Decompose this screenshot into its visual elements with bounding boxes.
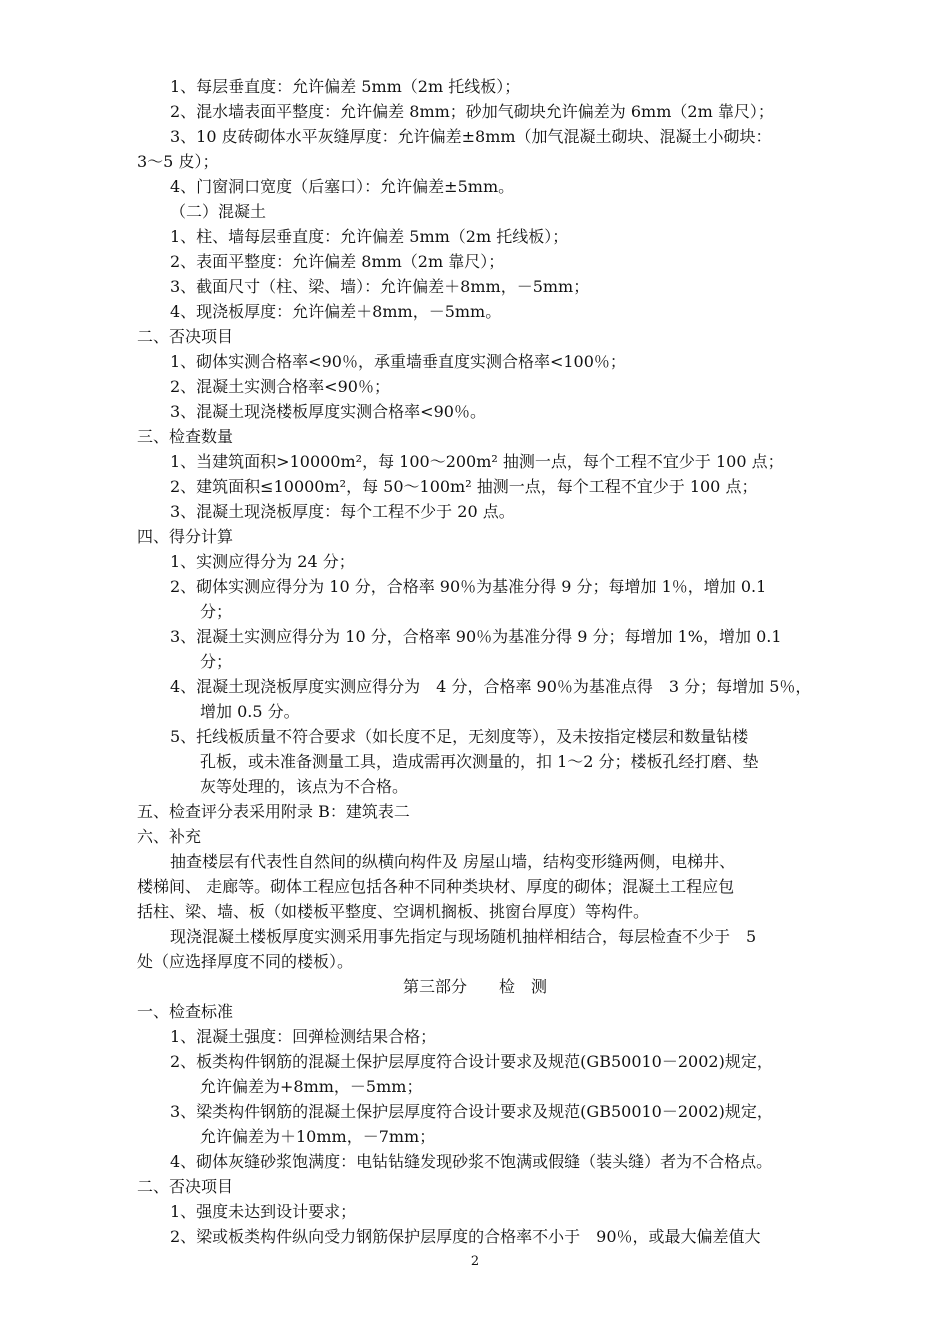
text-line: 处（应选择厚度不同的楼板）。	[137, 952, 354, 971]
text-line: 2、混凝土实测合格率<90％；	[170, 377, 390, 396]
section-heading: 六、补充	[137, 827, 202, 846]
text-line: 1、当建筑面积>10000m²，每 100～200m² 抽测一点，每个工程不宜少于 100 点；	[170, 452, 784, 471]
text-line: 括柱、梁、墙、板（如楼板平整度、空调机搁板、挑窗台厚度）等构件。	[137, 902, 650, 921]
text-line: 3、10 皮砖砌体水平灰缝厚度：允许偏差±8mm（加气混凝土砌块、混凝土小砌块：	[170, 127, 772, 146]
text-line: 允许偏差为＋10mm，－7mm；	[200, 1127, 436, 1146]
text-line: 2、梁或板类构件纵向受力钢筋保护层厚度的合格率不小于 90％，或最大偏差值大	[170, 1227, 761, 1246]
text-line: 2、表面平整度：允许偏差 8mm（2m 靠尺）；	[170, 252, 505, 271]
text-line: 分；	[200, 652, 233, 671]
text-line: 5、托线板质量不符合要求（如长度不足，无刻度等），及未按指定楼层和数量钻楼	[170, 727, 749, 746]
text-line: 3、混凝土实测应得分为 10 分，合格率 90％为基准分得 9 分；每增加 1%，增加 0.1	[170, 627, 782, 646]
section-heading: 一、检查标准	[137, 1002, 234, 1021]
text-line: 允许偏差为+8mm，－5mm；	[200, 1077, 423, 1096]
text-line: 4、门窗洞口宽度（后塞口）：允许偏差±5mm。	[170, 177, 515, 196]
text-line: 2、混水墙表面平整度：允许偏差 8mm；砂加气砌块允许偏差为 6mm（2m 靠尺）；	[170, 102, 774, 121]
text-line: 增加 0.5 分。	[200, 702, 300, 721]
text-line: 现浇混凝土楼板厚度实测采用事先指定与现场随机抽样相结合，每层检查不少于 5	[170, 927, 757, 946]
section-heading: 三、检查数量	[137, 427, 234, 446]
text-line: 3、梁类构件钢筋的混凝土保护层厚度符合设计要求及规范(GB50010－2002)规定，	[170, 1102, 773, 1121]
text-line: 抽查楼层有代表性自然间的纵横向构件及 房屋山墙，结构变形缝两侧，电梯井、	[170, 852, 736, 871]
section-heading: 二、否决项目	[137, 1177, 234, 1196]
text-line: 孔板，或未准备测量工具，造成需再次测量的，扣 1～2 分；楼板孔经打磨、垫	[200, 752, 759, 771]
text-line: 3～5 皮）；	[137, 152, 219, 171]
text-line: 3、截面尺寸（柱、梁、墙）：允许偏差＋8mm，－5mm；	[170, 277, 590, 296]
text-line: 4、砌体灰缝砂浆饱满度：电钻钻缝发现砂浆不饱满或假缝（装头缝）者为不合格点。	[170, 1152, 773, 1171]
text-line: 4、现浇板厚度：允许偏差＋8mm，－5mm。	[170, 302, 502, 321]
text-line: 2、建筑面积≤10000m²，每 50～100m² 抽测一点，每个工程不宜少于 100 点；	[170, 477, 758, 496]
text-line: 1、实测应得分为 24 分；	[170, 552, 355, 571]
text-line: 分；	[200, 602, 233, 621]
part-title: 第三部分 检 测	[402, 977, 547, 996]
text-line: 3、混凝土现浇板厚度：每个工程不少于 20 点。	[170, 502, 515, 521]
text-line: 1、混凝土强度：回弹检测结果合格；	[170, 1027, 437, 1046]
text-line: 3、混凝土现浇楼板厚度实测合格率<90％。	[170, 402, 486, 421]
text-line: 楼梯间、 走廊等。砌体工程应包括各种不同种类块材、厚度的砌体；混凝土工程应包	[137, 877, 735, 896]
page-number: 2	[470, 1254, 480, 1269]
subsection-heading: （二）混凝土	[170, 202, 267, 221]
text-line: 2、板类构件钢筋的混凝土保护层厚度符合设计要求及规范(GB50010－2002)规定，	[170, 1052, 773, 1071]
text-line: 1、砌体实测合格率<90％，承重墙垂直度实测合格率<100％；	[170, 352, 626, 371]
text-line: 1、柱、墙每层垂直度：允许偏差 5mm（2m 托线板）；	[170, 227, 569, 246]
text-line: 1、每层垂直度：允许偏差 5mm（2m 托线板）；	[170, 77, 521, 96]
text-line: 灰等处理的，该点为不合格。	[200, 777, 409, 796]
text-line: 4、混凝土现浇板厚度实测应得分为 4 分，合格率 90％为基准点得 3 分；每增加 5％，	[170, 677, 812, 696]
section-heading: 五、检查评分表采用附录 B：建筑表二	[137, 802, 410, 821]
section-heading: 四、得分计算	[137, 527, 234, 546]
section-heading: 二、否决项目	[137, 327, 234, 346]
text-line: 2、砌体实测应得分为 10 分，合格率 90％为基准分得 9 分；每增加 1％，增加 0.1	[170, 577, 767, 596]
text-line: 1、强度未达到设计要求；	[170, 1202, 357, 1221]
